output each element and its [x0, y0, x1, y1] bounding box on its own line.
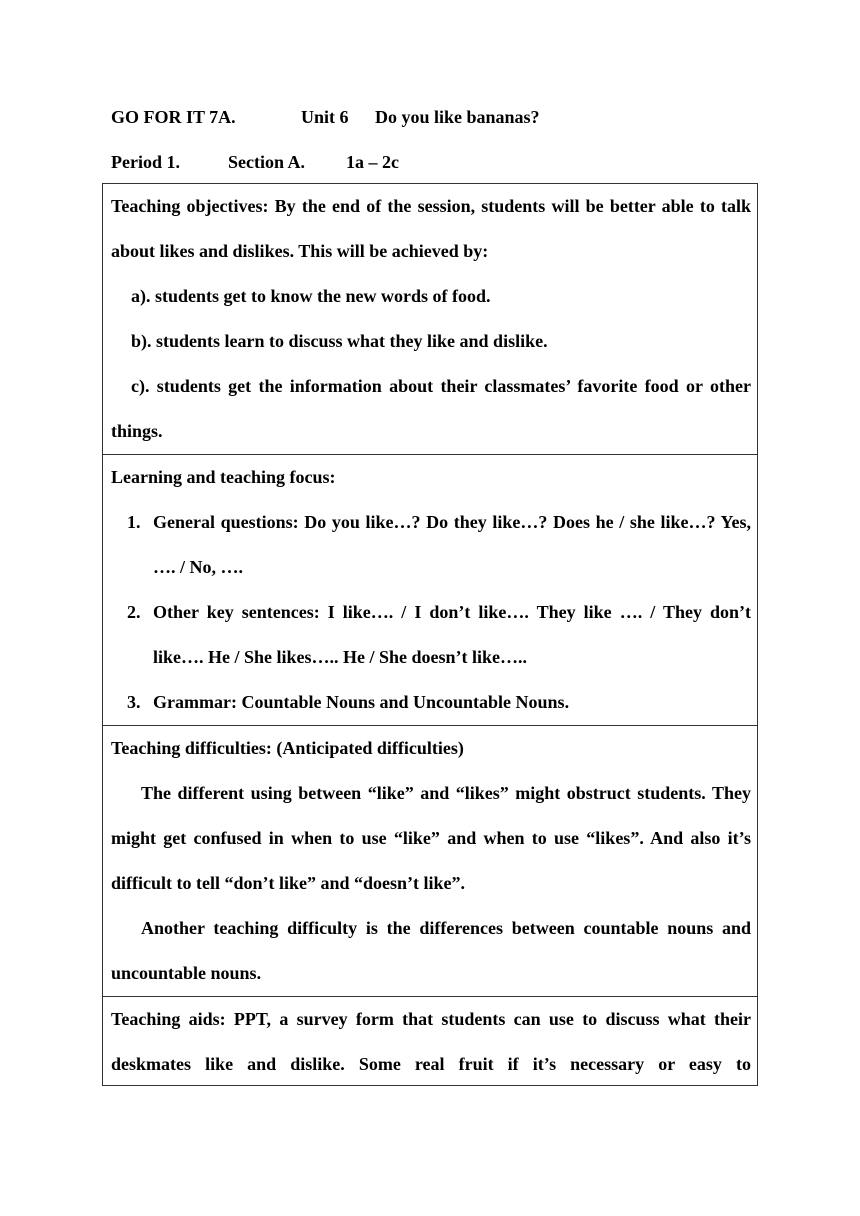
focus-item	[111, 590, 751, 680]
aids-clip	[111, 997, 751, 1085]
objectives-row	[103, 184, 758, 455]
aids-row	[103, 997, 758, 1086]
section-range: 1a – 2c	[346, 152, 399, 172]
focus-item	[111, 500, 751, 590]
objective-item-a: a). students get to know the new words of food.	[131, 286, 491, 306]
difficulties-cell	[103, 726, 758, 997]
objective-item-c: c). students get the information about their classmates’ favorite food or other things.	[111, 376, 751, 441]
objective-item-b: b). students learn to discuss what they like and dislike.	[131, 331, 548, 351]
difficulties-paragraph-2: Another teaching difficulty is the differences between countable nouns and uncountable nouns.	[111, 918, 751, 983]
aids-text: Teaching aids: PPT, a survey form that students can use to discuss what their deskmates like and dislike. Some real fruit if it’s necessary or easy to	[111, 1009, 751, 1074]
focus-item-number: 1.	[127, 512, 141, 532]
unit-number: Unit 6	[301, 107, 349, 127]
difficulties-row	[103, 726, 758, 997]
lesson-plan-table	[102, 183, 758, 1086]
focus-heading: Learning and teaching focus:	[111, 467, 336, 487]
aids-cell	[103, 997, 758, 1086]
difficulties-paragraph-1: The different using between “like” and “likes” might obstruct students. They might get confused in when to use “like” and when to use “likes”. And also it’s difficult to tell “don’t like” and “doesn’t like”.	[111, 783, 751, 893]
focus-list	[111, 500, 751, 725]
focus-item-text: General questions: Do you like…? Do they like…? Does he / she like…? Yes, …. / No, ….	[153, 512, 751, 577]
period-label: Period 1.	[111, 152, 180, 172]
objectives-intro: Teaching objectives: By the end of the session, students will be better able to talk about likes and dislikes. This will be achieved by:	[111, 196, 751, 261]
period-line	[111, 140, 399, 185]
focus-item-text: Grammar: Countable Nouns and Uncountable Nouns.	[153, 692, 570, 712]
document-title-line	[111, 95, 540, 140]
objectives-cell	[103, 184, 758, 455]
section-label: Section A.	[228, 152, 306, 172]
focus-cell	[103, 455, 758, 726]
focus-item-number: 3.	[127, 692, 141, 712]
unit-title: Do you like bananas?	[375, 107, 540, 127]
focus-item-text: Other key sentences: I like…. / I don’t like…. They like …. / They don’t like…. He / She likes….. He / She doesn’t like…..	[153, 602, 751, 667]
difficulties-heading: Teaching difficulties: (Anticipated difficulties)	[111, 738, 464, 758]
focus-row	[103, 455, 758, 726]
book-title: GO FOR IT 7A.	[111, 107, 236, 127]
focus-item	[111, 680, 751, 725]
focus-item-number: 2.	[127, 602, 141, 622]
